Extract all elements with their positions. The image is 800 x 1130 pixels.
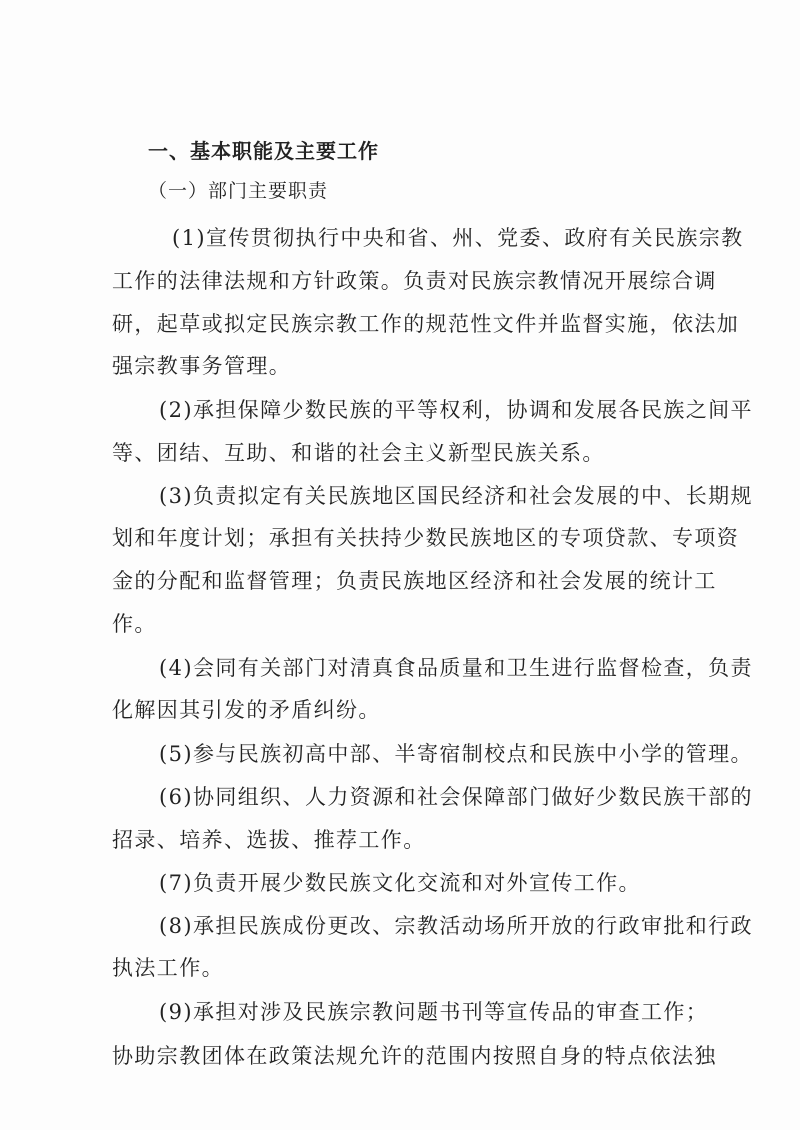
paragraph-line: (8)承担民族成份更改、宗教活动场所开放的行政审批和行政 — [159, 914, 753, 938]
paragraph-line: (1)宣传贯彻执行中央和省、州、党委、政府有关民族宗教 — [172, 226, 744, 250]
paragraph-line: 金的分配和监督管理；负责民族地区经济和社会发展的统计工 — [112, 569, 717, 593]
paragraph-line: 作。 — [112, 612, 157, 636]
paragraph-line: 化解因其引发的矛盾纠纷。 — [112, 698, 381, 722]
subsection-heading: （一）部门主要职责 — [148, 180, 329, 202]
paragraph-line: 研，起草或拟定民族宗教工作的规范性文件并监督实施，依法加 — [112, 312, 740, 336]
paragraph-line: 执法工作。 — [112, 956, 224, 980]
section-heading: 一、基本职能及主要工作 — [148, 139, 379, 163]
paragraph-line: (5)参与民族初高中部、半寄宿制校点和民族中小学的管理。 — [159, 742, 753, 766]
paragraph-line: 招录、培养、选拔、推荐工作。 — [112, 828, 426, 852]
paragraph-line: 协助宗教团体在政策法规允许的范围内按照自身的特点依法独 — [112, 1044, 717, 1068]
paragraph-line: (6)协同组织、人力资源和社会保障部门做好少数民族干部的 — [159, 785, 753, 809]
paragraph-line: 工作的法律法规和方针政策。负责对民族宗教情况开展综合调 — [112, 269, 717, 293]
paragraph-line: (7)负责开展少数民族文化交流和对外宣传工作。 — [159, 871, 641, 895]
paragraph-line: (4)会同有关部门对清真食品质量和卫生进行监督检查，负责 — [159, 656, 753, 680]
paragraph-line: (2)承担保障少数民族的平等权利，协调和发展各民族之间平 — [159, 398, 753, 422]
paragraph-line: (3)负责拟定有关民族地区国民经济和社会发展的中、长期规 — [159, 484, 753, 508]
paragraph-line: 强宗教事务管理。 — [112, 354, 292, 378]
paragraph-line: (9)承担对涉及民族宗教问题书刊等宣传品的审查工作； — [159, 1000, 709, 1024]
paragraph-line: 等、团结、互助、和谐的社会主义新型民族关系。 — [112, 441, 605, 465]
paragraph-line: 划和年度计划；承担有关扶持少数民族地区的专项贷款、专项资 — [112, 526, 740, 550]
